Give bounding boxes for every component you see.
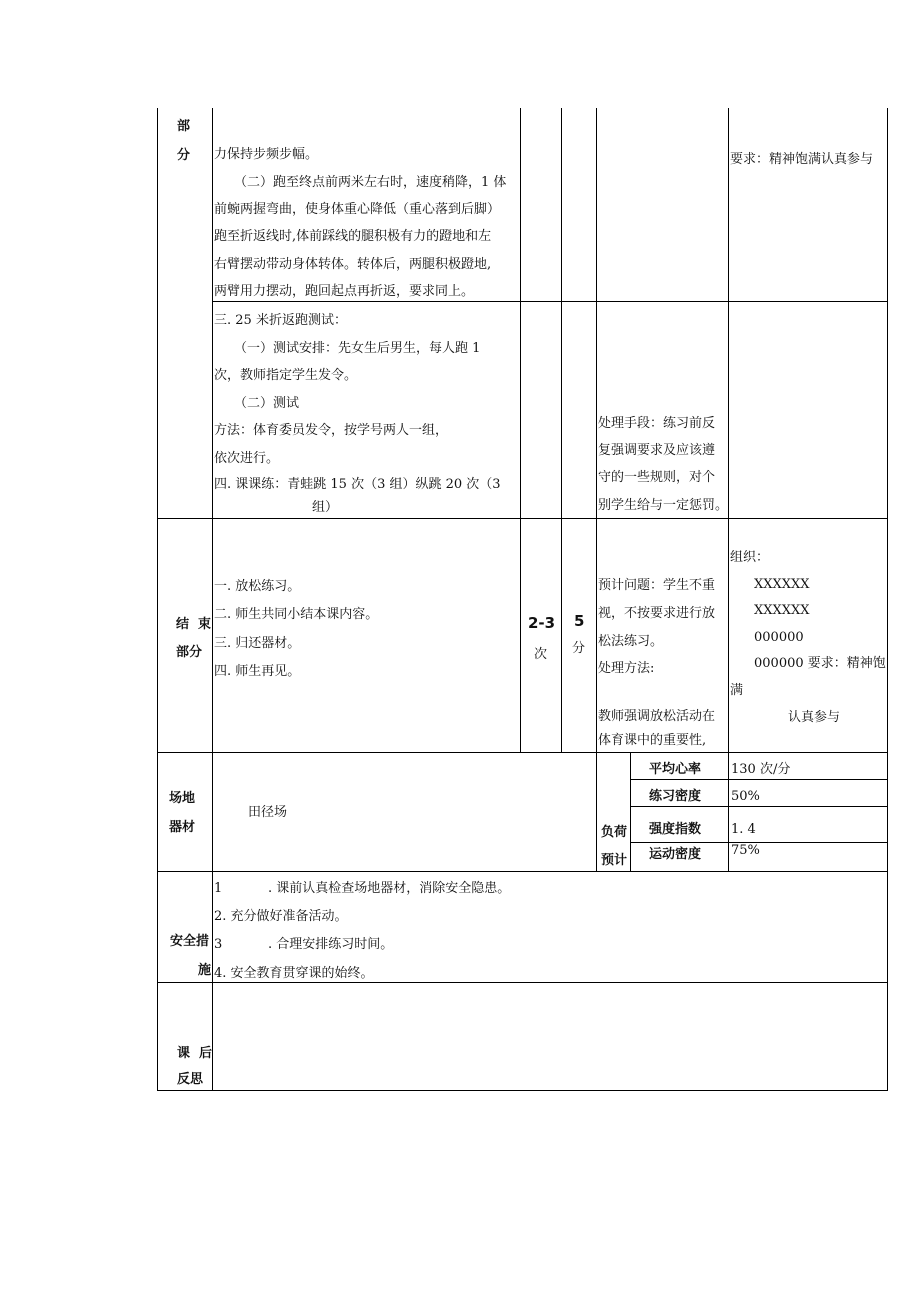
row-divider (157, 1090, 888, 1091)
content-line: （一）测试安排：先女生后男生，每人跑 1 (234, 341, 481, 356)
handling-line: 复强调要求及应该遵 (598, 443, 716, 458)
problem-line: 松法练习。 (598, 634, 664, 649)
row-divider (630, 806, 888, 807)
safety-item-text: . 合理安排练习时间。 (268, 937, 394, 952)
section-label: 安全措 (170, 934, 210, 949)
count-value: 2-3 (528, 614, 556, 632)
organization-line: 组织： (730, 550, 770, 565)
count-unit: 次 (534, 647, 548, 662)
content-line: 两臂用力摆动，跑回起点再折返，要求同上。 (214, 284, 475, 299)
section-label: 部分 (176, 645, 203, 660)
section-label: 课 后 (177, 1046, 213, 1061)
metric-value: 75% (731, 843, 760, 858)
row-divider (157, 518, 888, 519)
organization-line: 000000 要求：精神饱 (754, 656, 886, 671)
content-line: （二）跑至终点前两米左右时，速度稍降，1 体 (234, 175, 507, 190)
safety-item-number: 3 (214, 937, 223, 952)
metric-name: 运动密度 (649, 847, 702, 862)
problem-line: 处理方法: (598, 661, 655, 676)
row-divider (212, 301, 888, 302)
content-line: 次，教师指定学生发令。 (214, 368, 358, 383)
safety-item-text: 2. 充分做好准备活动。 (214, 909, 348, 924)
organization-line: 000000 (754, 630, 804, 645)
time-value: 5 (574, 612, 585, 630)
metric-name: 练习密度 (649, 789, 702, 804)
section-label: 施 (198, 963, 212, 978)
safety-item-text: . 课前认真检查场地器材，消除安全隐患。 (268, 881, 511, 896)
metric-name: 平均心率 (649, 762, 702, 777)
content-line: 前蜿两握弯曲，使身体重心降低（重心落到后脚） (214, 202, 501, 217)
venue-value: 田径场 (248, 805, 288, 820)
metric-value: 130 次/分 (731, 762, 791, 777)
content-line: 四. 师生再见。 (214, 664, 301, 679)
content-line: 二. 师生共同小结本课内容。 (214, 607, 379, 622)
content-line: 右臂摆动带动身体转体。转体后，两腿积极蹬地, (214, 257, 492, 272)
metric-value: 50% (731, 789, 760, 804)
col-divider (157, 108, 158, 1091)
load-label: 预计 (601, 853, 628, 868)
problem-line: 视，不按要求进行放 (598, 606, 716, 621)
content-line: 三. 25 米折返跑测试： (214, 313, 347, 328)
organization-line: 满 (730, 683, 744, 698)
col-divider (630, 752, 631, 872)
organization-line: XXXXXX (754, 603, 810, 618)
metric-value: 1. 4 (731, 822, 756, 837)
row-divider (157, 752, 888, 753)
section-label: 器材 (169, 820, 196, 835)
content-line: 三. 归还器材。 (214, 636, 301, 651)
problem-line: 体育课中的重要性, (598, 733, 707, 748)
problem-line: 预计问题：学生不重 (598, 578, 716, 593)
requirement-text: 要求：精神饱满认真参与 (730, 152, 874, 167)
section-label: 反思 (177, 1072, 204, 1087)
content-line: 力保持步频步幅。 (214, 147, 319, 162)
time-unit: 分 (572, 641, 586, 656)
section-label: 部 (177, 119, 191, 134)
handling-line: 守的一些规则，对个 (598, 470, 716, 485)
col-divider (887, 108, 888, 1091)
content-line: 一. 放松练习。 (214, 579, 301, 594)
col-divider (212, 108, 213, 1091)
col-divider (596, 108, 597, 872)
section-label: 场地 (169, 791, 196, 806)
section-label: 结 束 (176, 617, 212, 632)
col-divider (561, 108, 562, 753)
metric-name: 强度指数 (649, 822, 702, 837)
content-line: 依次进行。 (214, 451, 280, 466)
content-line: 四. 课课练：青蛙跳 15 次（3 组）纵跳 20 次（3 (214, 477, 501, 492)
row-divider (630, 779, 888, 780)
row-divider (157, 871, 888, 872)
section-label: 分 (177, 148, 191, 163)
safety-item-text: 4. 安全教育贯穿课的始终。 (214, 966, 374, 981)
organization-line: XXXXXX (754, 577, 810, 592)
content-line: 跑至折返线时,体前踩线的腿积极有力的蹬地和左 (214, 229, 492, 244)
content-line: 方法：体育委员发令，按学号两人一组， (214, 423, 449, 438)
organization-line: 认真参与 (788, 710, 841, 725)
content-line: 组） (312, 500, 339, 515)
col-divider (728, 108, 729, 872)
problem-line: 教师强调放松活动在 (598, 709, 716, 724)
safety-item-number: 1 (214, 881, 223, 896)
row-divider (157, 982, 888, 983)
handling-line: 处理手段：练习前反 (598, 416, 716, 431)
col-divider (520, 108, 521, 753)
handling-line: 别学生给与一定惩罚。 (598, 498, 729, 513)
content-line: （二）测试 (234, 396, 300, 411)
load-label: 负荷 (601, 825, 628, 840)
